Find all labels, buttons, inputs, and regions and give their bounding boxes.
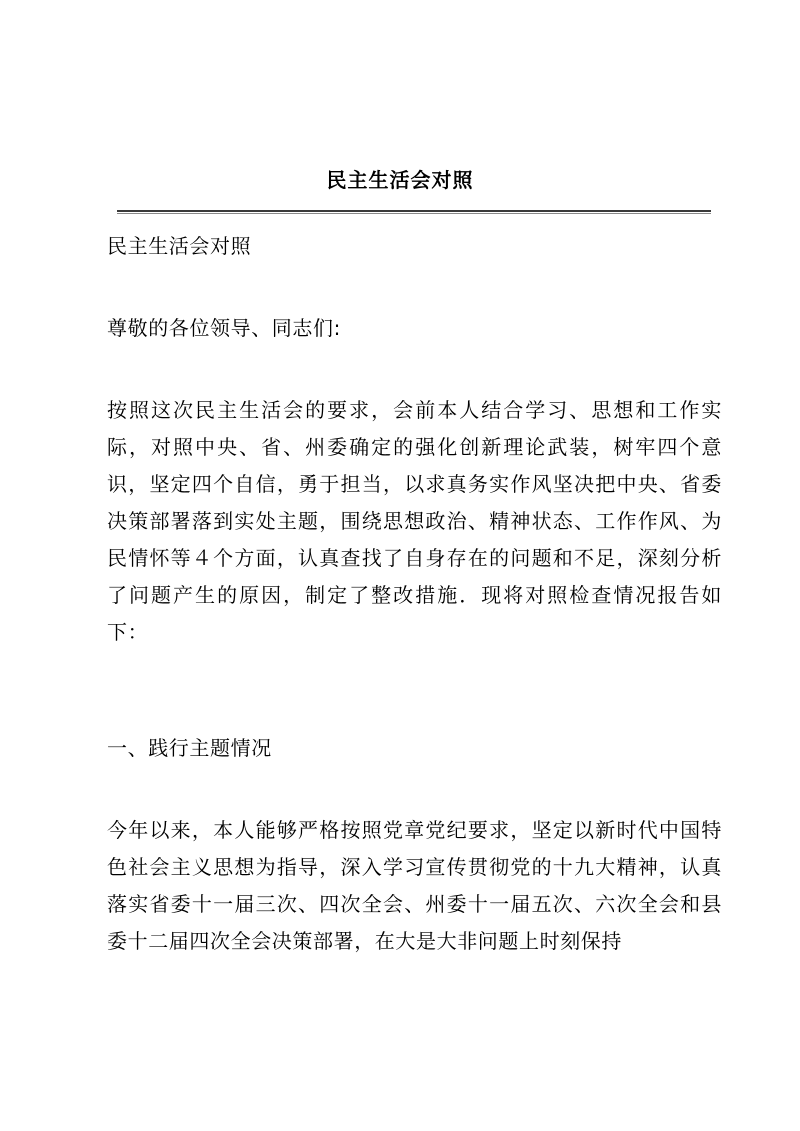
salutation: 尊敬的各位领导、同志们: xyxy=(107,316,341,340)
document-title: 民主生活会对照 xyxy=(326,168,474,192)
title-divider xyxy=(117,210,711,214)
section-heading: 一、践行主题情况 xyxy=(107,736,272,760)
intro-paragraph: 按照这次民主生活会的要求，会前本人结合学习、思想和工作实际，对照中央、省、州委确定的强化创新理论武装，树牢四个意识，坚定四个自信，勇于担当，以求真务实作风坚决把中央、省委决策部署落到实处主题，围绕思想政治、精神状态、工作作风、为民情怀等４个方面，认真查找了自身存在的问题和不足，深刻分析了问题产生的原因，制定了整改措施．现将对照检查情况报告如下： xyxy=(107,398,722,644)
section-paragraph: 今年以来，本人能够严格按照党章党纪要求，坚定以新时代中国特色社会主义思想为指导，深入学习宣传贯彻党的十九大精神，认真落实省委十一届三次、四次全会、州委十一届五次、六次全会和县委十二届四次全会决策部署，在大是大非问题上时刻保持 xyxy=(107,818,722,953)
document-subtitle: 民主生活会对照 xyxy=(107,234,252,258)
